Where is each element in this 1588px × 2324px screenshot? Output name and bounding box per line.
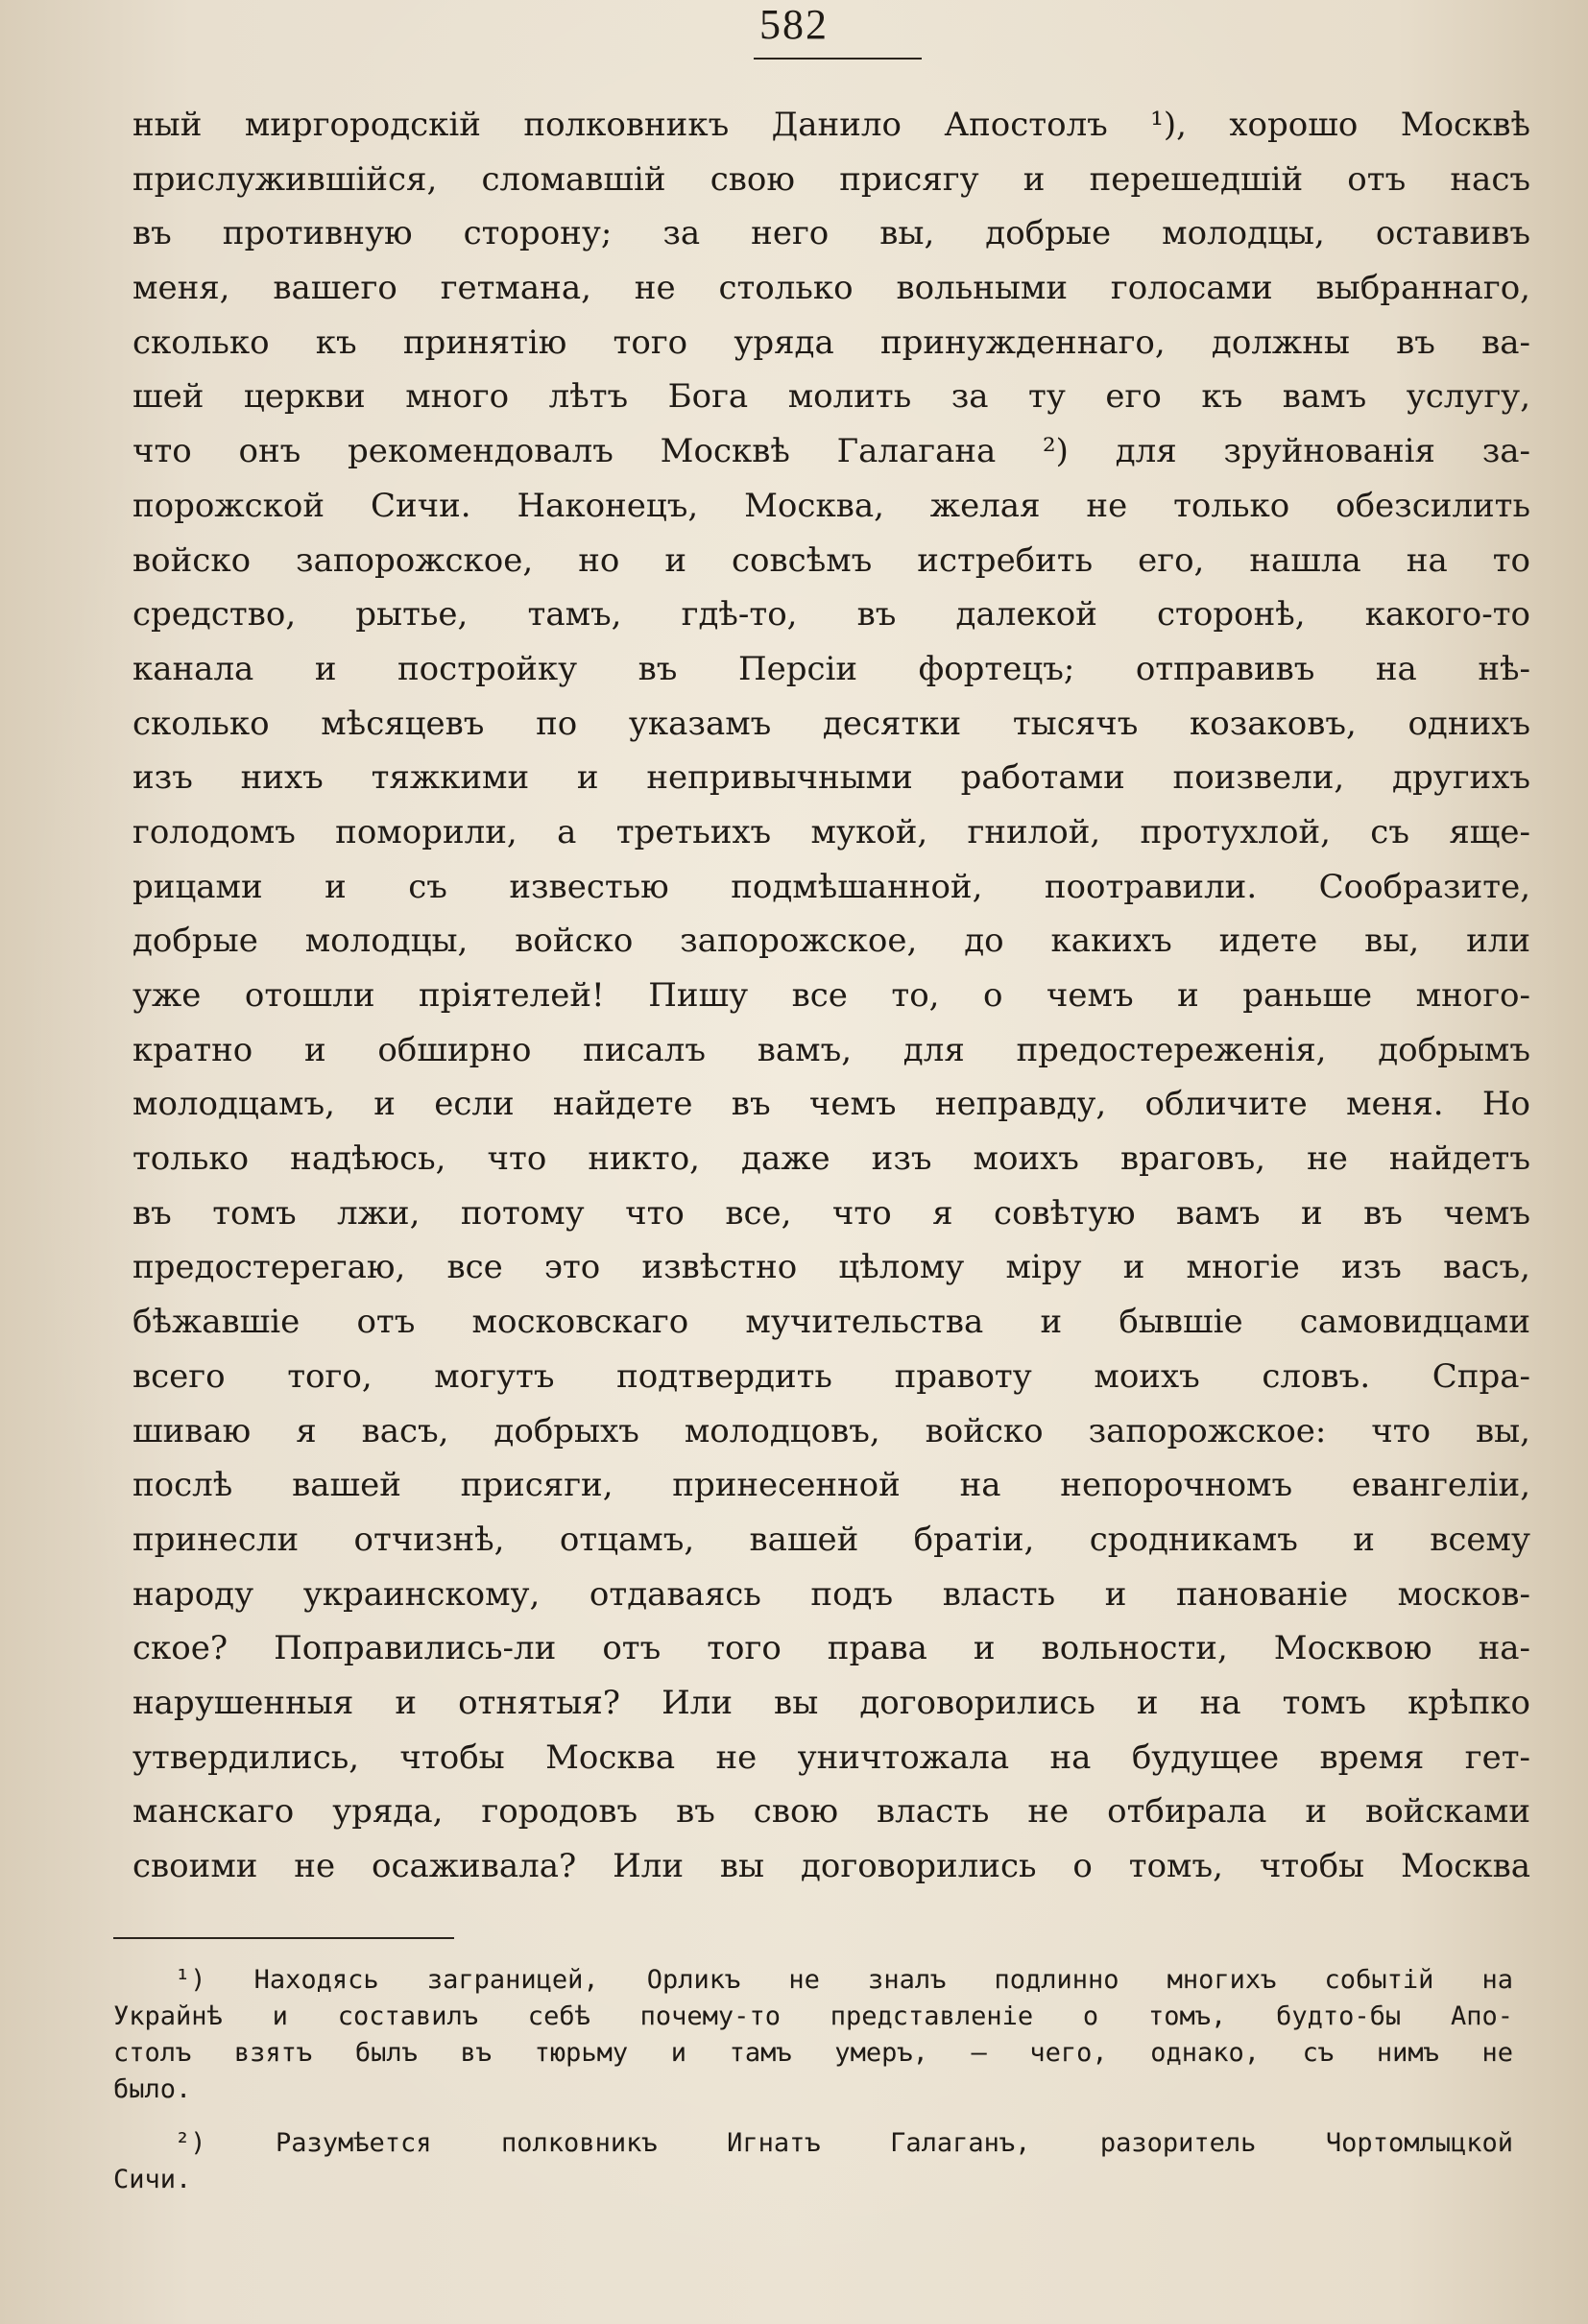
footnote-line: было. (113, 2074, 192, 2104)
text-line: своими не осаживала? Или вы договорились о томъ, чтобы Москва (132, 1847, 1530, 1885)
text-line: нарушенныя и отнятыя? Или вы договорились и на томъ крѣпко (132, 1683, 1530, 1722)
footnote-1 (113, 1962, 1513, 2108)
text-line: что онъ рекомендовалъ Москвѣ Галагана ²) для зруйнованія за- (132, 432, 1530, 471)
footnote-2 (113, 2125, 1513, 2198)
text-line: всего того, могутъ подтвердить правоту моихъ словъ. Спра- (132, 1356, 1530, 1396)
text-line: ское? Поправились-ли отъ того права и вольности, Москвою на- (132, 1629, 1530, 1668)
text-line: молодцамъ, и если найдете въ чемъ неправду, обличите меня. Но (132, 1085, 1530, 1124)
text-line: уже отошли пріятелей! Пишу все то, о чемъ и раньше много- (132, 976, 1530, 1015)
text-line: манскаго уряда, городовъ въ свою власть не отбирала и войсками (132, 1792, 1530, 1832)
text-line: въ противную сторону; за него вы, добрые молодцы, оставивъ (132, 214, 1530, 253)
footnote-rule (113, 1937, 454, 1939)
text-line: только надѣюсь, что никто, даже изъ моихъ враговъ, не найдетъ (132, 1139, 1530, 1179)
text-line: меня, вашего гетмана, не столько вольными голосами выбраннаго, (132, 269, 1530, 308)
footnote-line: Сичи. (113, 2165, 192, 2194)
footnote-line: ²) Разумѣется полковникъ Игнатъ Галаганъ, разоритель Чортомлыцкой (175, 2128, 1513, 2158)
text-line: ный миргородскій полковникъ Данило Апостолъ ¹), хорошо Москвѣ (132, 106, 1530, 144)
text-line: сколько къ принятію того уряда принужденнаго, должны въ ва- (132, 323, 1530, 362)
text-line: войско запорожское, но и совсѣмъ истребить его, нашла на то (132, 540, 1530, 580)
text-line: рицами и съ известью подмѣшанной, поотравили. Сообразите, (132, 867, 1530, 906)
footnotes (113, 1962, 1513, 2198)
text-line: порожской Сичи. Наконецъ, Москва, желая не только обезсилить (132, 486, 1530, 525)
footnote-line: столъ взятъ былъ въ тюрьму и тамъ умеръ, — чего, однако, съ нимъ не (113, 2038, 1513, 2068)
text-line: изъ нихъ тяжкими и непривычными работами поизвели, другихъ (132, 758, 1530, 798)
text-line: голодомъ поморили, а третьихъ мукой, гнилой, протухлой, съ ящe- (132, 812, 1530, 851)
text-line: бѣжавшіе отъ московскаго мучительства и бывшіе самовидцами (132, 1303, 1530, 1342)
footnote-line: ¹) Находясь заграницей, Орликъ не зналъ подлинно многихъ событій на (175, 1965, 1513, 1995)
text-line: добрые молодцы, войско запорожское, до какихъ идете вы, или (132, 922, 1530, 961)
text-line: утвердились, чтобы Москва не уничтожала на будущее время гет- (132, 1737, 1530, 1777)
text-line: предостерегаю, все это извѣстно цѣлому міру и многіе изъ васъ, (132, 1248, 1530, 1287)
text-line: канала и постройку въ Персіи фортецъ; отправивъ на нѣ- (132, 649, 1530, 688)
footnote-line: Украйнѣ и составилъ себѣ почему-то представленіе о томъ, будто-бы Апо- (113, 2001, 1513, 2031)
main-text (132, 98, 1530, 1894)
text-line: прислужившійся, сломавшій свою присягу и перешедшій отъ насъ (132, 159, 1530, 199)
text-line: кратно и обширно писалъ вамъ, для предостереженія, добрымъ (132, 1030, 1530, 1069)
header-rule (754, 58, 922, 60)
text-line: въ томъ лжи, потому что все, что я совѣтую вамъ и въ чемъ (132, 1193, 1530, 1233)
text-line: шей церкви много лѣтъ Бога молить за ту его къ вамъ услугу, (132, 377, 1530, 417)
text-line: народу украинскому, отдаваясь подъ власть и панованіе москов- (132, 1574, 1530, 1614)
text-line: принесли отчизнѣ, отцамъ, вашей братіи, сродникамъ и всему (132, 1520, 1530, 1559)
text-line: шиваю я васъ, добрыхъ молодцовъ, войско запорожское: что вы, (132, 1411, 1530, 1450)
text-line: сколько мѣсяцевъ по указамъ десятки тысячъ козаковъ, однихъ (132, 704, 1530, 743)
text-line: средство, рытье, тамъ, гдѣ-то, въ далекой сторонѣ, какого-то (132, 595, 1530, 635)
text-line: послѣ вашей присяги, принесенной на непорочномъ евангеліи, (132, 1466, 1530, 1505)
page-number: 582 (759, 1, 829, 48)
